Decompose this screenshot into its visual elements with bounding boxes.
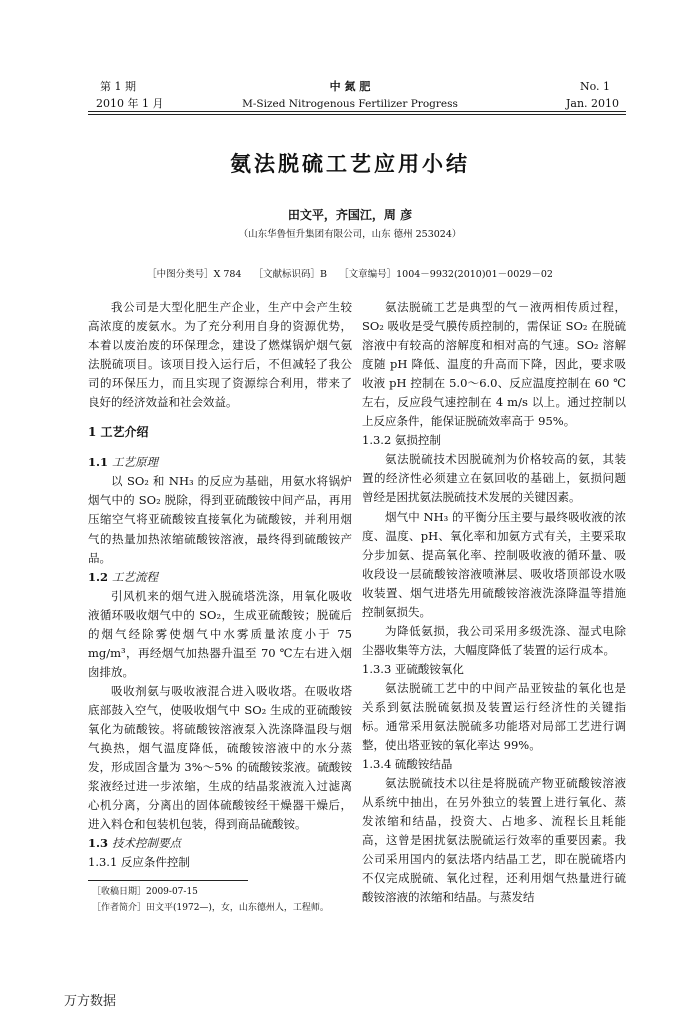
intro-paragraph: 我公司是大型化肥生产企业，生产中会产生较高浓度的废氨水。为了充分利用自身的资源优势，本着以废治废的环保理念，建设了燃煤锅炉烟气氨法脱硫项目。该项目投入运行后，不但减轻了我公司的环保压力，而且实现了资源综合利用，带来了良好的经济效益和社会效益。 <box>88 300 352 410</box>
process-paragraph-1: 引风机来的烟气进入脱硫塔洗涤，用氧化吸收液循环吸收烟气中的 SO₂，生成亚硫酸铵；脱硫后的烟气经除雾使烟气中水雾质量浓度小于 75 mg/m³，再经烟气加热器升温至 70 ℃左右进入烟囱排放。 <box>88 588 352 679</box>
journal-title-cn: 中 氮 肥 <box>329 80 371 93</box>
footnote-author: ［作者简介］田文平(1972—)，女，山东德州人，工程师。 <box>92 903 329 913</box>
reaction-control-paragraph: 氨法脱硫工艺是典型的气－液两相传质过程，SO₂ 吸收是受气膜传质控制的，需保证 SO₂ 在脱硫溶液中有较高的溶解度和相对高的气速。SO₂ 溶解度随 pH 降低、温度的升高而下降，因此，要求吸收液 pH 控制在 5.0～6.0、反应温度控制在 60 ℃左右，反应段气速控制在 4 m/s 以上。通过控制以上反应条件，能保证脱硫效率高于 95%。 <box>362 300 626 429</box>
watermark-text: 万方数据 <box>64 994 117 1009</box>
section-heading-1-3: 1.3 技术控制要点 <box>88 836 182 851</box>
section-heading-1-3-1: 1.3.1 反应条件控制 <box>88 855 190 870</box>
process-paragraph-2: 吸收剂氨与吸收液混合进入吸收塔。在吸收塔底部鼓入空气，使吸收烟气中 SO₂ 生成的亚硫酸铵氧化为硫酸铵。将硫酸铵溶液泵入洗涤降温段与烟气换热，烟气温度降低，硫酸铵溶液中的水分蒸发，形成固含量为 3%～5% 的硫酸铵浆液。硫酸铵浆液经过进一步浓缩，生成的结晶浆液流入过滤离心机分离，分离出的固体硫酸铵经干燥器干燥后，进入料仓和包装机包装，得到商品硫酸铵。 <box>88 683 352 832</box>
section-heading-1-3-2: 1.3.2 氨损控制 <box>362 433 441 448</box>
header-rule-double <box>88 114 626 115</box>
classification-line: ［中图分类号］X 784 ［文献标识码］B ［文章编号］1004－9932(2010)01－0029－02 <box>147 269 553 280</box>
author-affiliation: （山东华鲁恒升集团有限公司，山东 德州 253024） <box>238 229 462 240</box>
oxidation-paragraph: 氨法脱硫工艺中的中间产品亚铵盐的氧化也是关系到氨法脱硫氨损及装置运行经济性的关键指标。通常采用氨法脱硫多功能塔对局部工艺进行调整，使出塔亚铵的氧化率达 99%。 <box>362 680 626 753</box>
section-heading-1-1: 1.1 工艺原理 <box>88 455 159 470</box>
issue-date-en: Jan. 2010 <box>566 97 620 110</box>
journal-title-en: M-Sized Nitrogenous Fertilizer Progress <box>242 98 458 110</box>
footnote-rule <box>88 880 248 881</box>
crystallization-paragraph: 氨法脱硫技术以往是将脱硫产物亚硫酸铵溶液从系统中抽出，在另外独立的装置上进行氧化、蒸发浓缩和结晶，投资大、占地多、流程长且耗能高，这曾是困扰氨法脱硫运行效率的重要因素。我公司采用国内的氨法塔内结晶工艺，即在脱硫塔内不仅完成脱硫、氧化过程，还利用烟气热量进行硫酸铵溶液的浓缩和结晶。与蒸发结 <box>362 776 626 905</box>
section-heading-1: 1 工艺介绍 <box>88 425 149 440</box>
ammonia-loss-paragraph-3: 为降低氨损，我公司采用多级洗涤、湿式电除尘器收集等方法，大幅度降低了装置的运行成本。 <box>362 623 626 657</box>
header-rule <box>88 111 626 112</box>
issue-date: 2010 年 1 月 <box>96 97 164 110</box>
article-title: 氨法脱硫工艺应用小结 <box>230 151 470 176</box>
right-column <box>362 298 626 908</box>
section-heading-1-3-4: 1.3.4 硫酸铵结晶 <box>362 757 453 772</box>
article-authors: 田文平，齐国江，周 彦 <box>287 208 413 222</box>
principle-paragraph: 以 SO₂ 和 NH₃ 的反应为基础，用氨水将锅炉烟气中的 SO₂ 脱除，得到亚硫酸铵中间产品，再用压缩空气将亚硫酸铵直接氧化为硫酸铵，并利用烟气的热量加热浓缩硫酸铵溶液，最终得到硫酸铵产品。 <box>88 474 352 565</box>
ammonia-loss-paragraph-1: 氨法脱硫技术因脱硫剂为价格较高的氨，其装置的经济性必须建立在氨回收的基础上，氨损问题曾经是困扰氨法脱硫技术发展的关键因素。 <box>362 452 626 505</box>
issue-number: 第 1 期 <box>100 80 136 93</box>
section-heading-1-3-3: 1.3.3 亚硫酸铵氧化 <box>362 661 464 676</box>
issue-number-en: No. 1 <box>580 80 611 93</box>
footnote-received: ［收稿日期］2009-07-15 <box>92 887 198 897</box>
left-column <box>88 298 352 872</box>
ammonia-loss-paragraph-2: 烟气中 NH₃ 的平衡分压主要与最终吸收液的浓度、温度、pH、氧化率和加氨方式有关，主要采取分步加氨、提高氧化率、控制吸收液的循环量、吸收段设一层硫酸铵溶液喷淋层、吸收塔顶部设水吸收装置、烟气进塔先用硫酸铵溶液洗涤降温等措施控制氨损失。 <box>362 509 626 619</box>
section-heading-1-2: 1.2 工艺流程 <box>88 569 159 584</box>
